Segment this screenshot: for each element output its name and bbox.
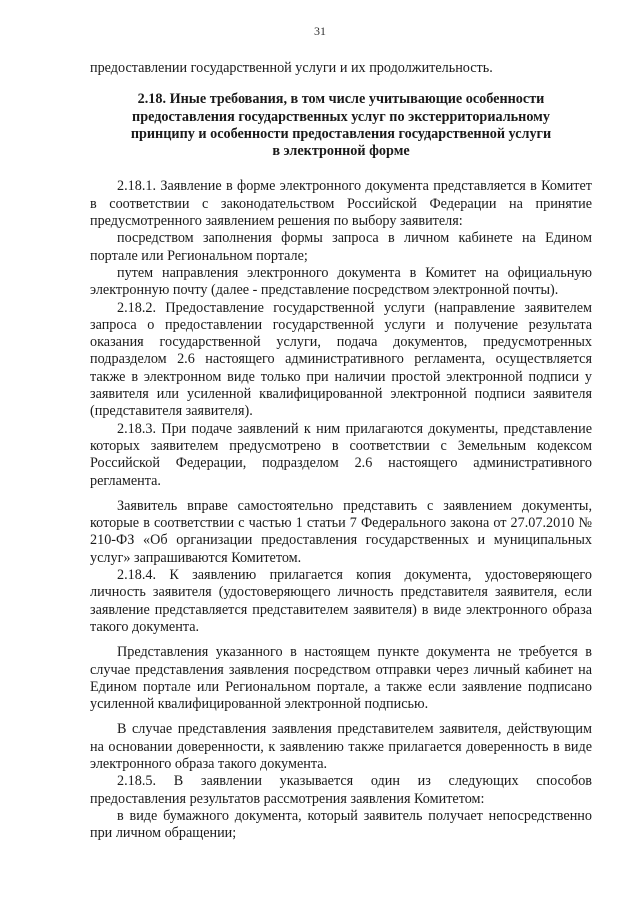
paragraph-paper-option: в виде бумажного документа, который заявитель получает непосредственно при личном обращении; — [90, 807, 592, 842]
paragraph-2-18-2: 2.18.2. Предоставление государственной услуги (направление заявителем запроса о предоставлении государственной услуги и получение результата оказания государственной услуги, подача документов, предусмотренных подразделом 2.6 настоящего административного регламента, осуществляется также в электронном виде только при наличии простой электронной подписи у заявителя или усиленной квалифицированной электронной подписи заявителя (представителя заявителя). — [90, 299, 592, 420]
section-heading — [90, 91, 592, 160]
paragraph-representative: В случае представления заявления представителем заявителя, действующим на основании доверенности, к заявлению также прилагается доверенность в виде электронного образа такого документа. — [90, 721, 592, 772]
paragraph-2-18-4: 2.18.4. К заявлению прилагается копия документа, удостоверяющего личность заявителя (удостоверяющего личность представителя заявителя, если заявление представляется представителем заявителя) в виде электронного образа такого документа. — [90, 567, 592, 635]
heading-line: 2.18. Иные требования, в том числе учитывающие особенности — [137, 91, 545, 108]
paragraph-2-18-5: 2.18.5. В заявлении указывается один из следующих способов предоставления результатов рассмотрения заявления Комитетом: — [90, 773, 592, 807]
heading-line: принципу и особенности предоставления государственной услуги — [130, 125, 552, 142]
paragraph-applicant-right: Заявитель вправе самостоятельно представить с заявлением документы, которые в соответствии с частью 1 статьи 7 Федерального закона от 27.07.2010 № 210-ФЗ «Об организации предоставления государственных и муниципальных услуг» запрашиваются Комитетом. — [90, 497, 592, 566]
paragraph-2-18-3: 2.18.3. При подаче заявлений к ним прилагаются документы, представление которых заявителем предусмотрено в соответствии с Земельным кодексом Российской Федерации, подразделом 2.6 настоящего административного регламента. — [90, 420, 592, 489]
page-number: 31 — [314, 24, 326, 38]
paragraph-email-option: путем направления электронного документа в Комитет на официальную электронную почту (далее - представление посредством электронной почты). — [90, 264, 592, 299]
paragraph-not-required: Представления указанного в настоящем пункте документа не требуется в случае представления заявления посредством отправки через личный кабинет на Едином портале или Региональном портале, а также если заявление подписано усиленной квалифицированной электронной подписью. — [90, 644, 592, 713]
document-body — [90, 60, 592, 842]
paragraph-2-18-1: 2.18.1. Заявление в форме электронного документа представляется в Комитет в соответствии с законодательством Российской Федерации на принятие предусмотренного заявлением решения по выбору заявителя: — [90, 178, 592, 230]
paragraph-portal-option: посредством заполнения формы запроса в личном кабинете на Едином портале или Региональном портале; — [90, 230, 592, 264]
paragraph-continuation: предоставлении государственной услуги и их продолжительность. — [90, 60, 493, 76]
heading-line: в электронной форме — [272, 143, 410, 160]
heading-line: предоставления государственных услуг по экстерриториальному — [132, 108, 550, 125]
